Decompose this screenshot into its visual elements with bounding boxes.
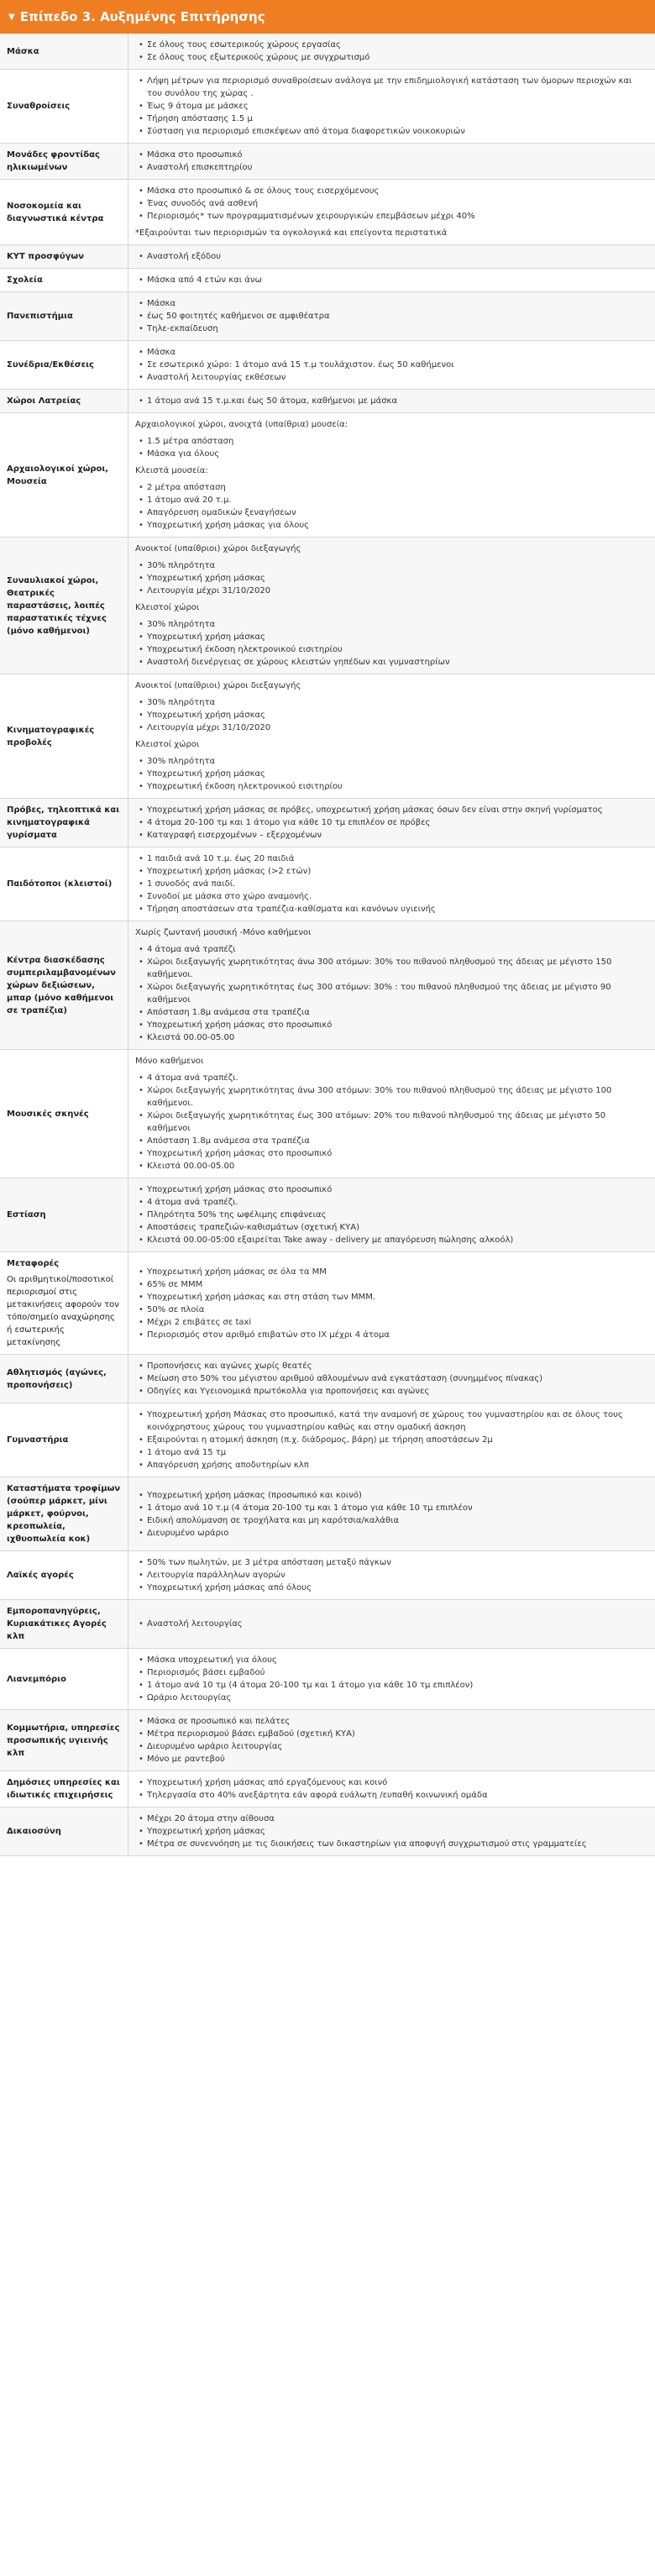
measure-item: • Υποχρεωτική χρήση μάσκας και στη στάση των ΜΜΜ. [147, 1291, 648, 1304]
measure-item: • Υποχρεωτική χρήση μάσκας [147, 1825, 648, 1838]
measure-list [135, 297, 648, 335]
measure-item: • Υποχρεωτική χρήση μάσκας (>2 ετών) [147, 865, 648, 878]
measure-category [0, 847, 128, 921]
measure-item: • Μέτρα περιορισμού βάσει εμβαδού (σχετική ΚΥΑ) [147, 1728, 648, 1740]
measure-row [0, 1252, 655, 1355]
measure-list [135, 853, 648, 916]
measure-row [0, 1355, 655, 1403]
measure-item: • 1.5 μέτρα απόσταση [147, 435, 648, 448]
measure-details [128, 413, 655, 538]
measure-item: • Υποχρεωτική χρήση μάσκας από όλους [147, 1582, 648, 1594]
measure-item: • Σύσταση για περιορισμό επισκέψεων από άτομα διαφορετικών νοικοκυριών [147, 125, 648, 138]
measure-item: • Μάσκα σε προσωπικό και πελάτες [147, 1715, 648, 1728]
measure-item: • Μέχρι 20 άτομα στην αίθουσα [147, 1813, 648, 1825]
measure-details [128, 921, 655, 1050]
measure-category [0, 921, 128, 1050]
category-label: Δημόσιες υπηρεσίες και ιδιωτικές επιχειρήσεις [7, 1778, 120, 1800]
measure-list [135, 274, 648, 286]
measure-item: • Υποχρεωτική έκδοση ηλεκτρονικού εισιτηρίου [147, 780, 648, 793]
measure-item: • Διευρυμένο ωράριο λειτουργίας [147, 1740, 648, 1753]
category-label: Μεταφορές [7, 1259, 60, 1268]
measure-row [0, 1649, 655, 1710]
category-label: Κέντρα διασκέδασης συμπεριλαμβανομένων χώρων δεξιώσεων, μπαρ (μόνο καθήμενοι σε τραπέζια) [7, 955, 116, 1015]
measure-category [0, 538, 128, 674]
category-label: Συναυλιακοί χώροι, Θεατρικές παραστάσεις, λοιπές παραστατικές τέχνες (μόνο καθήμενοι) [7, 575, 107, 636]
measure-row [0, 413, 655, 538]
measure-row [0, 1477, 655, 1551]
measure-category [0, 245, 128, 269]
measure-item: • Προπονήσεις και αγώνες χωρίς θεατές [147, 1360, 648, 1372]
measure-row [0, 70, 655, 144]
measure-details [128, 70, 655, 144]
measure-category [0, 1710, 128, 1771]
measure-list [135, 250, 648, 263]
measure-list [135, 1266, 648, 1341]
measure-item: • Υποχρεωτική χρήση μάσκας στο προσωπικό [147, 1183, 648, 1196]
measure-category [0, 1403, 128, 1477]
measure-row [0, 269, 655, 292]
category-label: Κομμωτήρια, υπηρεσίες προσωπικής υγιεινής κλπ [7, 1723, 120, 1758]
measure-category [0, 1807, 128, 1856]
measure-item: • 30% πληρότητα [147, 559, 648, 572]
category-label: Λαϊκές αγορές [7, 1571, 74, 1580]
level-header-bar[interactable] [0, 0, 655, 34]
measure-item: • έως 50 φοιτητές καθήμενοι σε αμφιθέατρα [147, 310, 648, 323]
measure-category [0, 1771, 128, 1807]
measure-list [135, 395, 648, 407]
measure-item: • Αποστάσεις τραπεζιών-καθισμάτων (σχετική ΚΥΑ) [147, 1221, 648, 1234]
measure-category [0, 292, 128, 341]
measure-row [0, 292, 655, 341]
measure-category [0, 1649, 128, 1710]
measure-item: • Υποχρεωτική χρήση μάσκας από εργαζόμενους και κοινό [147, 1776, 648, 1789]
measure-item: • Χώροι διεξαγωγής χωρητικότητας έως 300 ατόμων: 20% του πιθανού πληθυσμού της άδειας με μέγιστο 50 καθήμενοι [147, 1110, 648, 1135]
measure-item: • Απαγόρευση ομαδικών ξεναγήσεων [147, 506, 648, 519]
measure-item: • Πληρότητα 50% της ωφέλιμης επιφάνειας [147, 1209, 648, 1221]
measure-row [0, 144, 655, 180]
measure-item: • Χώροι διεξαγωγής χωρητικότητας έως 300 ατόμων: 30% : του πιθανού πληθυσμού της άδειας με μέγιστο 90 καθήμενοι [147, 981, 648, 1006]
category-label: Σχολεία [7, 275, 43, 285]
measure-item: • Λειτουργία παράλληλων αγορών [147, 1569, 648, 1582]
measure-list [135, 1183, 648, 1246]
measure-item: • Περιορισμός στον αριθμό επιβατών στο ΙΧ μέχρι 4 άτομα [147, 1329, 648, 1341]
measure-category [0, 674, 128, 799]
measure-details [128, 1551, 655, 1600]
category-label: Καταστήματα τροφίμων (σούπερ μάρκετ, μίνι μάρκετ, φούρνοι, κρεοπωλεία, ιχθυοπωλεία κοκ) [7, 1484, 121, 1544]
measure-item: • 1 άτομο ανά 20 τ.μ. [147, 494, 648, 506]
measure-item: • Μέτρα σε συνεννόηση με τις διοικήσεις των δικαστηρίων για αποφυγή συγχρωτισμού στις γραμματείες [147, 1838, 648, 1850]
measure-item: • 1 παιδιά ανά 10 τ.μ. έως 20 παιδιά [147, 853, 648, 865]
measure-details [128, 799, 655, 847]
measure-item: • Μέχρι 2 επιβάτες σε taxi [147, 1316, 648, 1329]
category-note: Οι αριθμητικοί/ποσοτικοί περιορισμοί στις μετακινήσεις αφορούν τον τόπο/σημείο αναχώρησης ή εσωτερικής μετακίνησης [7, 1275, 119, 1347]
measure-item: • Κλειστά 00.00-05.00 [147, 1031, 648, 1044]
measure-item: • Τηλεργασία στο 40% ανεξάρτητα εάν αφορά ευάλωτη /ευπαθή κοινωνική ομάδα [147, 1789, 648, 1802]
measure-item: • Υποχρεωτική χρήση μάσκας [147, 709, 648, 721]
measure-item: • Τήρηση αποστάσεων στα τραπέζια-καθίσματα και κανόνων υγιεινής [147, 903, 648, 916]
category-label: Χώροι Λατρείας [7, 396, 81, 406]
measure-item: • 4 άτομα 20-100 τμ και 1 άτομο για κάθε 10 τμ επιπλέον σε πρόβες [147, 816, 648, 829]
measure-row [0, 674, 655, 799]
measure-list [135, 481, 648, 532]
measure-item: • Υποχρεωτική χρήση μάσκας (προσωπικό και κοινό) [147, 1489, 648, 1502]
measure-item: • Μάσκα από 4 ετών και άνω [147, 274, 648, 286]
measure-category [0, 413, 128, 538]
measure-list [135, 1618, 648, 1630]
measure-details [128, 341, 655, 390]
measure-item: • Κλειστά 00.00-05.00 [147, 1160, 648, 1173]
measure-details [128, 538, 655, 674]
measure-row [0, 847, 655, 921]
measure-category [0, 1551, 128, 1600]
measure-list [135, 1072, 648, 1173]
measure-category [0, 70, 128, 144]
measure-item: • Καταγραφή εισερχομένων – εξερχομένων [147, 829, 648, 842]
measure-item: • 1 άτομο ανά 15 τμ [147, 1446, 648, 1459]
measure-details [128, 1710, 655, 1771]
measure-details [128, 1771, 655, 1807]
measure-item: • Σε όλους τους εξωτερικούς χώρους με συγχρωτισμό [147, 51, 648, 64]
measure-subheading: Χωρίς ζωντανή μουσική -Μόνο καθήμενοι [135, 928, 312, 937]
measure-details [128, 1355, 655, 1403]
measure-item: • 1 άτομο ανά 10 τ.μ (4 άτομα 20-100 τμ και 1 άτομο για κάθε 10 τμ επιπλέον [147, 1502, 648, 1514]
measure-item: • Ειδική απολύμανση σε τροχήλατα και μη καρότσια/καλάθια [147, 1514, 648, 1527]
measure-item: • Διευρυμένο ωράριο [147, 1527, 648, 1540]
measure-row [0, 1807, 655, 1856]
measure-row [0, 1600, 655, 1649]
measure-list [135, 149, 648, 174]
category-label: Πρόβες, τηλεοπτικά και κινηματογραφικά γυρίσματα [7, 805, 120, 840]
measure-item: • Οδηγίες και Υγειονομικά πρωτόκολλα για προπονήσεις και αγώνες [147, 1385, 648, 1398]
category-label: Κινηματογραφικές προβολές [7, 725, 95, 748]
measure-list [135, 1409, 648, 1472]
measure-row [0, 341, 655, 390]
measure-item: • 1 συνοδός ανά παιδί. [147, 878, 648, 890]
measure-item: • Υποχρεωτική χρήση μάσκας [147, 768, 648, 780]
measure-item: • 50% των πωλητών, με 3 μέτρα απόσταση μεταξύ πάγκων [147, 1556, 648, 1569]
measure-item: • Περιορισμός* των προγραμματισμένων χειρουργικών επεμβάσεων μέχρι 40% [147, 210, 648, 223]
measure-item: • Μείωση στο 50% του μέγιστου αριθμού αθλουμένων ανά εγκατάσταση (συνημμένος πίνακας) [147, 1372, 648, 1385]
measure-item: • Έως 9 άτομα με μάσκες [147, 100, 648, 113]
measure-details [128, 1649, 655, 1710]
measure-list [135, 1556, 648, 1594]
category-label: Γυμναστήρια [7, 1435, 69, 1445]
measure-item: • Αναστολή εξόδου [147, 250, 648, 263]
measure-item: • Μάσκα [147, 297, 648, 310]
measure-item: • 4 άτομα ανά τραπέζι. [147, 1072, 648, 1084]
measure-row [0, 34, 655, 70]
measure-item: • Εξαιρούνται η ατομική άσκηση (π.χ. διάδρομος, βάρη) με τήρηση αποστάσεων 2μ [147, 1434, 648, 1446]
measure-category [0, 1477, 128, 1551]
measure-category [0, 180, 128, 245]
measure-row [0, 1551, 655, 1600]
measure-list [135, 1654, 648, 1704]
measure-item: • 1 άτομο ανά 10 τμ (4 άτομα 20-100 τμ και 1 άτομο για κάθε 10 τμ επιπλέον) [147, 1679, 648, 1692]
measure-item: • Απαγόρευση χρήσης αποδυτηρίων κλπ [147, 1459, 648, 1472]
measure-item: • Μάσκα υποχρεωτική για όλους [147, 1654, 648, 1666]
measure-list [135, 755, 648, 793]
measure-details [128, 34, 655, 70]
measure-details [128, 1403, 655, 1477]
measure-item: • Μάσκα στο προσωπικό & σε όλους τους εισερχόμενους [147, 185, 648, 197]
measure-item: • Κλειστά 00.00-05:00 εξαιρείται Take away - delivery με απαγόρευση πώλησης αλκοόλ) [147, 1234, 648, 1246]
measure-category [0, 1178, 128, 1252]
category-label: Εμποροπανηγύρεις, Κυριακάτικες Αγορές κλπ [7, 1607, 107, 1641]
measure-item: • Υποχρεωτική χρήση μάσκας για όλους [147, 519, 648, 532]
measure-item: • Υποχρεωτική χρήση μάσκας σε πρόβες, υποχρεωτική χρήση μάσκας όσων δεν είναι στην σκηνή γυρίσματος [147, 804, 648, 816]
measure-item: • Ένας συνοδός ανά ασθενή [147, 197, 648, 210]
category-label: Συνέδρια/Εκθέσεις [7, 360, 94, 370]
measure-category [0, 1050, 128, 1178]
measure-list [135, 943, 648, 1044]
measure-item: • Ωράριο λειτουργίας [147, 1692, 648, 1704]
measure-item: • 4 άτομα ανά τραπέζι [147, 943, 648, 956]
measure-item: • 2 μέτρα απόσταση [147, 481, 648, 494]
measure-item: • Λειτουργία μέχρι 31/10/2020 [147, 721, 648, 734]
measures-table [0, 34, 655, 1856]
measure-list [135, 75, 648, 138]
measure-item: • Σε εσωτερικό χώρο: 1 άτομο ανά 15 τ.μ τουλάχιστον. έως 50 καθήμενοι [147, 359, 648, 371]
category-label: Αρχαιολογικοί χώροι, Μουσεία [7, 464, 109, 486]
measure-details [128, 269, 655, 292]
category-label: ΚΥΤ προσφύγων [7, 252, 84, 261]
measure-item: • 65% σε ΜΜΜ [147, 1278, 648, 1291]
measure-category [0, 1355, 128, 1403]
measure-item: • Χώροι διεξαγωγής χωρητικότητας άνω 300 ατόμων: 30% του πιθανού πληθυσμού της άδειας με μέγιστο 100 καθήμενοι. [147, 1084, 648, 1110]
measure-list [135, 185, 648, 223]
measure-row [0, 390, 655, 413]
measure-details [128, 1050, 655, 1178]
measures-table-body [0, 34, 655, 1856]
category-label: Νοσοκομεία και διαγνωστικά κέντρα [7, 201, 104, 223]
measure-item: • Αναστολή επισκεπτηρίου [147, 161, 648, 174]
measure-item: • Υποχρεωτική χρήση Μάσκας στο προσωπικό, κατά την αναμονή σε χώρους του γυμναστηρίου και σε όλους τους κοινόχρηστους χώρους του γυμναστηρίου καθώς και στην ομαδική άσκηση [147, 1409, 648, 1434]
measure-item: • Μάσκα στο προσωπικό [147, 149, 648, 161]
category-label: Μάσκα [7, 46, 39, 56]
measure-subheading: Αρχαιολογικοί χώροι, ανοιχτά (υπαίθρια) μουσεία: [135, 420, 348, 429]
measure-details [128, 1807, 655, 1856]
measure-row [0, 245, 655, 269]
measure-category [0, 144, 128, 180]
measure-details [128, 144, 655, 180]
measure-category [0, 390, 128, 413]
measure-subheading: Ανοικτοί (υπαίθριοι) χώροι διεξαγωγής [135, 544, 301, 553]
measure-details [128, 390, 655, 413]
measure-item: • Λειτουργία μέχρι 31/10/2020 [147, 585, 648, 597]
measure-item: • Μόνο με ραντεβού [147, 1753, 648, 1765]
measure-category [0, 1252, 128, 1355]
measure-details [128, 1600, 655, 1649]
chevron-down-icon[interactable]: ▼ [8, 12, 15, 22]
measure-row [0, 1403, 655, 1477]
measure-list [135, 1360, 648, 1398]
measure-subheading: *Εξαιρούνται των περιορισμών τα ογκολογικά και επείγοντα περιστατικά [135, 228, 448, 238]
category-label: Δικαιοσύνη [7, 1827, 61, 1836]
measure-item: • Υποχρεωτική χρήση μάσκας [147, 572, 648, 585]
measure-list [135, 39, 648, 64]
measure-item: • Υποχρεωτική χρήση μάσκας στο προσωπικό [147, 1147, 648, 1160]
category-label: Μουσικές σκηνές [7, 1109, 89, 1119]
measure-subheading: Μόνο καθήμενοι [135, 1057, 204, 1066]
measure-details [128, 245, 655, 269]
measure-item: • Μάσκα [147, 346, 648, 359]
measure-row [0, 1710, 655, 1771]
measure-item: • Υποχρεωτική έκδοση ηλεκτρονικού εισιτηρίου [147, 643, 648, 656]
measure-category [0, 34, 128, 70]
measure-item: • Υποχρεωτική χρήση μάσκας στο προσωπικό [147, 1019, 648, 1031]
measure-row [0, 799, 655, 847]
measure-details [128, 847, 655, 921]
measure-item: • Συνοδοί με μάσκα στο χώρο αναμονής. [147, 890, 648, 903]
measure-item: • Αναστολή διενέργειας σε χώρους κλειστών γηπέδων και γυμναστηρίων [147, 656, 648, 669]
measure-item: • 30% πληρότητα [147, 755, 648, 768]
measure-item: • 30% πληρότητα [147, 696, 648, 709]
measure-list [135, 1715, 648, 1765]
measure-item: • 50% σε πλοία [147, 1304, 648, 1316]
measure-list [135, 346, 648, 384]
measure-list [135, 804, 648, 842]
measure-details [128, 292, 655, 341]
measure-list [135, 696, 648, 734]
measure-item: • Αναστολή λειτουργίας [147, 1618, 648, 1630]
measure-list [135, 1489, 648, 1540]
measure-row [0, 1050, 655, 1178]
category-label: Συναθροίσεις [7, 102, 71, 111]
measure-item: • Τηλε-εκπαίδευση [147, 323, 648, 335]
measure-category [0, 1600, 128, 1649]
measure-category [0, 269, 128, 292]
measure-category [0, 341, 128, 390]
measure-list [135, 1776, 648, 1802]
level-title: Επίπεδο 3. Αυξημένης Επιτήρησης [19, 9, 265, 24]
measure-item: • Απόσταση 1.8μ ανάμεσα στα τραπέζια [147, 1135, 648, 1147]
measure-row [0, 1771, 655, 1807]
measure-item: • Σε όλους τους εσωτερικούς χώρους εργασίας [147, 39, 648, 51]
measure-item: • Μάσκα για όλους [147, 448, 648, 460]
measure-category [0, 799, 128, 847]
measure-item: • 30% πληρότητα [147, 618, 648, 631]
category-label: Πανεπιστήμια [7, 312, 73, 321]
measure-details [128, 674, 655, 799]
measure-details [128, 1477, 655, 1551]
measure-item: • Λήψη μέτρων για περιορισμό συναθροίσεων ανάλογα με την επιδημιολογική κατάσταση των όμορων περιοχών και του συνόλου της χώρας . [147, 75, 648, 100]
category-label: Μονάδες φροντίδας ηλικιωμένων [7, 150, 100, 172]
measure-subheading: Κλειστά μουσεία: [135, 466, 208, 475]
category-label: Παιδότοποι (κλειστοί) [7, 879, 113, 889]
measure-item: • Υποχρεωτική χρήση μάσκας [147, 631, 648, 643]
measure-row [0, 1178, 655, 1252]
measure-list [135, 559, 648, 597]
measure-subheading: Ανοικτοί (υπαίθριοι) χώροι διεξαγωγής [135, 681, 301, 690]
measure-row [0, 538, 655, 674]
measure-item: • 1 άτομο ανά 15 τ.μ.και έως 50 άτομα, καθήμενοι με μάσκα [147, 395, 648, 407]
measure-row [0, 180, 655, 245]
measure-subheading: Κλειστοί χώροι [135, 603, 200, 612]
category-label: Αθλητισμός (αγώνες, προπονήσεις) [7, 1367, 107, 1390]
measure-item: • Περιορισμός βάσει εμβαδού [147, 1666, 648, 1679]
category-label: Λιανεμπόριο [7, 1674, 66, 1684]
category-label: Εστίαση [7, 1210, 46, 1220]
measure-item: • Υποχρεωτική χρήση μάσκας σε όλα τα ΜΜ [147, 1266, 648, 1278]
measure-details [128, 1252, 655, 1355]
measure-list [135, 1813, 648, 1850]
measure-item: • Απόσταση 1.8μ ανάμεσα στα τραπέζια [147, 1006, 648, 1019]
measure-list [135, 435, 648, 460]
measure-details [128, 1178, 655, 1252]
measure-details [128, 180, 655, 245]
measure-item: • Αναστολή λειτουργίας εκθέσεων [147, 371, 648, 384]
measure-item: • Χώροι διεξαγωγής χωρητικότητας άνω 300 ατόμων: 30% του πιθανού πληθυσμού της άδειας με μέγιστο 150 καθήμενοι. [147, 956, 648, 981]
measure-list [135, 618, 648, 669]
measure-row [0, 921, 655, 1050]
measure-subheading: Κλειστοί χώροι [135, 740, 200, 749]
measure-item: • 4 άτομα ανά τραπέζι. [147, 1196, 648, 1209]
measure-item: • Τήρηση απόστασης 1.5 μ [147, 113, 648, 125]
